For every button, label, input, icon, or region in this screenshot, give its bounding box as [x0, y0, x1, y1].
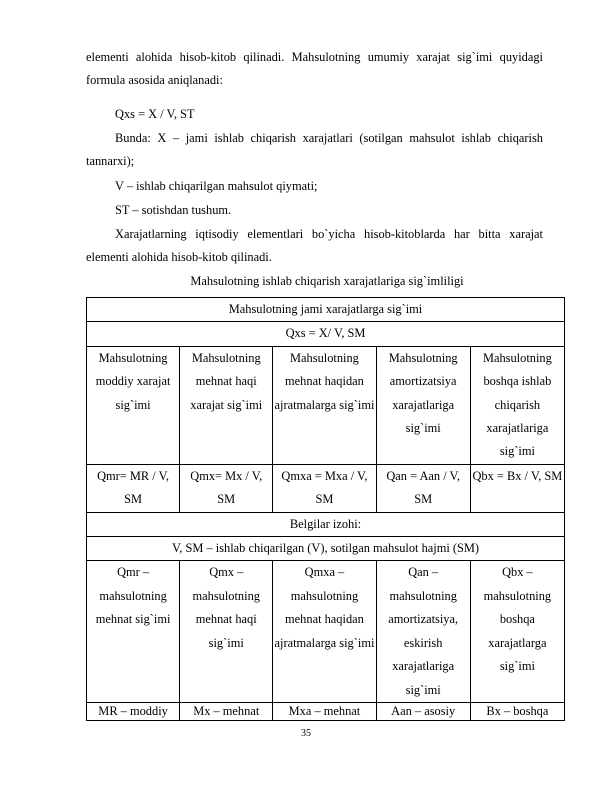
- table-cell: Mahsulotning mehnat haqi xarajat sig`imi: [180, 346, 273, 464]
- table-row: [87, 702, 565, 720]
- table-caption: Mahsulotning ishlab chiqarish xarajatlariga sig`imliligi: [190, 274, 464, 288]
- table-cell: Mahsulotning amortizatsiya xarajatlariga sig`imi: [376, 346, 470, 464]
- table-legend-title: Belgilar izohi:: [87, 512, 565, 536]
- table-cell: Qbx = Bx / V, SM: [470, 464, 564, 512]
- table-cell: Qmx= Mx / V, SM: [180, 464, 273, 512]
- paragraph-bunda: Bunda: X – jami ishlab chiqarish xarajatlari (sotilgan mahsulot ishlab chiqarish tannarxi);: [86, 131, 543, 169]
- paragraph-elements: Xarajatlarning iqtisodiy elementlari bo`yicha hisob-kitoblarda har bitta xarajat elementi alohida hisob-kitob qilinadi.: [86, 227, 543, 265]
- table-header-formula: Qxs = X/ V, SM: [87, 322, 565, 346]
- table-row: [87, 464, 565, 512]
- table-row: [87, 537, 565, 561]
- table-cell: Mx – mehnat: [180, 702, 273, 720]
- table-row: [87, 322, 565, 346]
- formula-line: Qxs = X / V, ST: [115, 107, 195, 121]
- table-row: [87, 561, 565, 702]
- table-cell: Qmx – mahsulotning mehnat haqi sig`imi: [180, 561, 273, 702]
- table-cell: Mxa – mehnat: [273, 702, 376, 720]
- paragraph-v-definition: V – ishlab chiqarilgan mahsulot qiymati;: [115, 179, 318, 193]
- table-cell: MR – moddiy: [87, 702, 180, 720]
- table-cell: Qbx – mahsulotning boshqa xarajatlarga sig`imi: [470, 561, 564, 702]
- table-cell: Qmxa = Mxa / V, SM: [273, 464, 376, 512]
- table-cell: Mahsulotning moddiy xarajat sig`imi: [87, 346, 180, 464]
- table-legend-note: V, SM – ishlab chiqarilgan (V), sotilgan mahsulot hajmi (SM): [87, 537, 565, 561]
- paragraph-st-definition: ST – sotishdan tushum.: [115, 203, 232, 217]
- table-header-total: Mahsulotning jami xarajatlarga sig`imi: [87, 298, 565, 322]
- table-row: [87, 298, 565, 322]
- table-cell: Aan – asosiy: [376, 702, 470, 720]
- table-row: [87, 346, 565, 464]
- table-cell: Qmxa – mahsulotning mehnat haqidan ajratmalarga sig`imi: [273, 561, 376, 702]
- table-cell: Mahsulotning mehnat haqidan ajratmalarga sig`imi: [273, 346, 376, 464]
- table-cell: Bx – boshqa: [470, 702, 564, 720]
- table-cell: Mahsulotning boshqa ishlab chiqarish xarajatlariga sig`imi: [470, 346, 564, 464]
- table-cell: Qan – mahsulotning amortizatsiya, eskirish xarajatlariga sig`imi: [376, 561, 470, 702]
- table-row: [87, 512, 565, 536]
- cost-capacity-table: [86, 297, 565, 721]
- paragraph-intro: elementi alohida hisob-kitob qilinadi. Mahsulotning umumiy xarajat sig`imi quyidagi formula asosida aniqlanadi:: [86, 50, 543, 88]
- table-cell: Qan = Aan / V, SM: [376, 464, 470, 512]
- table-cell: Qmr – mahsulotning mehnat sig`imi: [87, 561, 180, 702]
- page-number: 35: [301, 728, 311, 739]
- table-cell: Qmr= MR / V, SM: [87, 464, 180, 512]
